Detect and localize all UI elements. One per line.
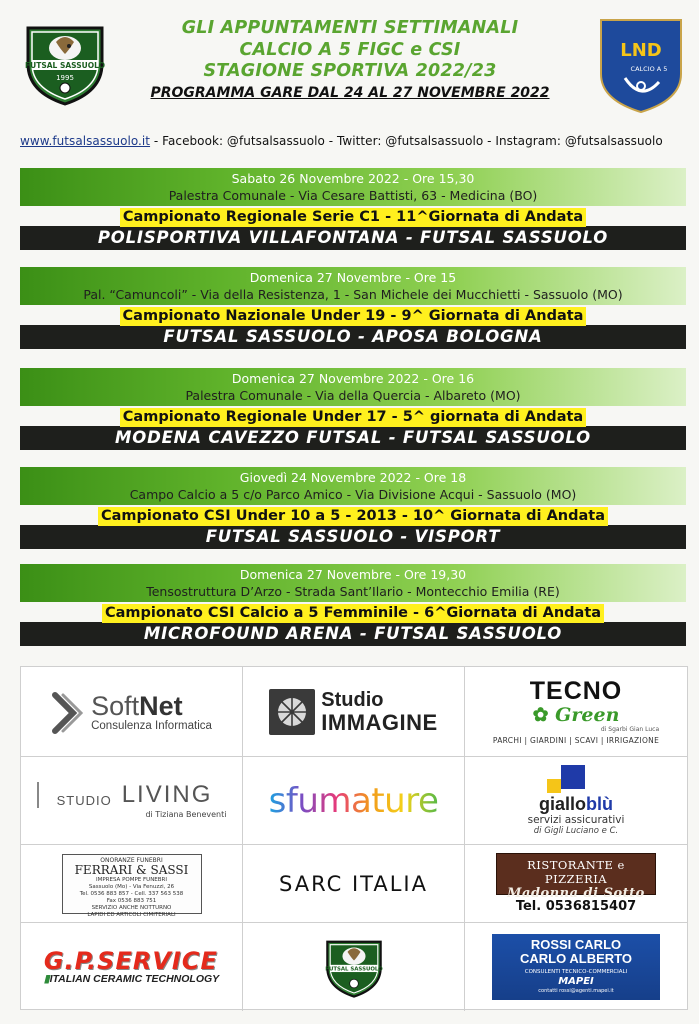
- ferrari-lapidi: LAPIDI ED ARTICOLI CIMITERIALI: [87, 911, 176, 918]
- gp-sub: ITALIAN CERAMIC TECHNOLOGY: [49, 973, 220, 985]
- sponsor-sarc-italia: [243, 845, 465, 923]
- svg-text:FUTSAL SASSUOLO: FUTSAL SASSUOLO: [324, 966, 383, 973]
- match-competition: Campionato CSI Under 10 a 5 - 2013 - 10^ Giornata di Andata: [98, 507, 608, 526]
- rossi-email: contatti rossi@agenti.mapei.it: [538, 988, 614, 994]
- sponsor-sfumature: [243, 757, 465, 845]
- programma-subtitle: PROGRAMMA GARE DAL 24 AL 27 NOVEMBRE 2022: [150, 84, 550, 101]
- match-info-band: [20, 564, 686, 602]
- tecno-line1: TECNO: [529, 677, 623, 705]
- ferrari-addr: Sassuolo (Mo) - Via Fenuzzi, 26: [88, 883, 175, 890]
- living-sub: di Tiziana Beneventi: [145, 810, 227, 819]
- match-teams: MODENA CAVEZZO FUTSAL - FUTSAL SASSUOLO: [20, 426, 686, 450]
- sponsor-studio-immagine: [243, 667, 465, 757]
- sponsor-studio-living: [21, 757, 243, 845]
- match-venue: Palestra Comunale - Via della Quercia - Albareto (MO): [185, 388, 521, 403]
- softnet-mark-icon: [51, 689, 87, 735]
- match-teams: POLISPORTIVA VILLAFONTANA - FUTSAL SASSUOLO: [20, 226, 686, 250]
- futsal-sassuolo-logo: [22, 20, 108, 106]
- match-competition: Campionato Regionale Under 17 - 5^ giornata di Andata: [120, 408, 586, 427]
- sponsor-gialloblu: [465, 757, 687, 845]
- rossi-brand: MAPEI: [558, 976, 594, 987]
- ferrari-fax: Fax 0536 883 751: [106, 897, 157, 904]
- ferrari-name: FERRARI & SASSI: [74, 862, 189, 877]
- match-date: Domenica 27 Novembre - Ore 19,30: [239, 567, 467, 582]
- ferrari-top: ONORANZE FUNEBRI: [100, 856, 163, 864]
- website-link[interactable]: www.futsalsassuolo.it: [20, 134, 151, 148]
- camera-aperture-icon: [269, 689, 315, 735]
- match-info-band: [20, 267, 686, 305]
- match-date: Sabato 26 Novembre 2022 - Ore 15,30: [231, 171, 475, 186]
- giallo-sub1: servizi assicurativi: [527, 814, 625, 826]
- match-teams: MICROFOUND ARENA - FUTSAL SASSUOLO: [20, 622, 686, 646]
- match-block: [20, 368, 686, 450]
- match-date: Giovedì 24 Novembre 2022 - Ore 18: [239, 470, 467, 485]
- tecno-tag: di Sgarbi Gian Luca: [600, 726, 660, 733]
- rossi-line2: CARLO ALBERTO: [520, 951, 632, 966]
- ferrari-tel: Tel. 0536 883 857 - Cell. 337 563 538: [79, 890, 184, 897]
- match-competition: Campionato Regionale Serie C1 - 11^Giornata di Andata: [120, 208, 586, 227]
- living-name: LIVING: [121, 781, 213, 808]
- gialloblu-mark-icon: [539, 765, 613, 795]
- giallo-name-a: giallo: [538, 794, 586, 814]
- sponsor-ristorante: [465, 845, 687, 923]
- rossi-sub: CONSULENTI TECNICO-COMMERCIALI: [524, 969, 628, 975]
- sponsor-tecno-green: [465, 667, 687, 757]
- studio-immagine-line2: IMMAGINE: [321, 709, 438, 735]
- match-info-band: [20, 467, 686, 505]
- match-competition: Campionato Nazionale Under 19 - 9^ Giornata di Andata: [120, 307, 587, 326]
- title-block: [110, 18, 590, 102]
- leaf-icon: ✿: [532, 704, 549, 726]
- match-block: [20, 467, 686, 549]
- match-block: [20, 168, 686, 250]
- risto-line2: Madonna di Sotto: [507, 886, 645, 901]
- match-date: Domenica 27 Novembre 2022 - Ore 16: [231, 371, 475, 386]
- match-venue: Tensostruttura D’Arzo - Strada Sant’Ilario - Montecchio Emilia (RE): [146, 584, 560, 599]
- match-venue: Pal. “Camuncoli” - Via della Resistenza, 1 - San Michele dei Mucchietti - Sassuolo (MO): [83, 287, 623, 302]
- sfumature-name: sfumature: [268, 780, 439, 821]
- tecno-line2: Green: [555, 704, 620, 726]
- svg-text:CALCIO A 5: CALCIO A 5: [630, 65, 668, 73]
- sponsor-gp-service: [21, 923, 243, 1011]
- sponsor-grid: [20, 666, 688, 1010]
- softnet-name-a: Soft: [91, 690, 140, 721]
- match-info-band: [20, 168, 686, 206]
- svg-text:1995: 1995: [56, 74, 74, 82]
- match-venue: Campo Calcio a 5 c/o Parco Amico - Via Divisione Acqui - Sassuolo (MO): [129, 487, 577, 502]
- svg-text:LND: LND: [620, 40, 662, 61]
- match-teams: FUTSAL SASSUOLO - APOSA BOLOGNA: [20, 325, 686, 349]
- title-line-3: STAGIONE SPORTIVA 2022/23: [203, 61, 497, 81]
- match-date: Domenica 27 Novembre - Ore 15: [249, 270, 457, 285]
- svg-text:FUTSAL SASSUOLO: FUTSAL SASSUOLO: [25, 61, 105, 70]
- softnet-sub: Consulenza Informatica: [91, 719, 212, 732]
- ferrari-service: SERVIZIO ANCHE NOTTURNO: [91, 904, 172, 911]
- tecno-services: PARCHI | GIARDINI | SCAVI | IRRIGAZIONE: [492, 736, 660, 745]
- sponsor-futsal-logo: [243, 923, 465, 1011]
- match-info-band: [20, 368, 686, 406]
- sarc-name: SARC ITALIA: [279, 871, 428, 896]
- gp-name: G.P.SERVICE: [43, 947, 218, 975]
- social-line: [20, 134, 680, 148]
- sponsor-softnet: [21, 667, 243, 757]
- futsal-sassuolo-small-logo: [323, 936, 385, 998]
- living-studio: STUDIO: [56, 793, 112, 808]
- ferrari-impresa: IMPRESA POMPE FUNEBRI: [95, 876, 167, 883]
- sponsor-ferrari-sassi: [21, 845, 243, 923]
- sponsor-rossi-carlo: [465, 923, 687, 1011]
- risto-line1: RISTORANTE e PIZZERIA: [527, 858, 625, 886]
- giallo-sub2: di Gigli Luciano e C.: [533, 826, 619, 836]
- match-competition: Campionato CSI Calcio a 5 Femminile - 6^Giornata di Andata: [102, 604, 604, 623]
- risto-tel: Tel. 0536815407: [515, 899, 637, 914]
- match-teams: FUTSAL SASSUOLO - VISPORT: [20, 525, 686, 549]
- match-block: [20, 267, 686, 349]
- title-line-2: CALCIO A 5 FIGC e CSI: [239, 39, 461, 60]
- italian-flag-icon: ▮: [43, 973, 50, 985]
- rossi-line1: ROSSI CARLO: [530, 937, 622, 952]
- social-handles: - Facebook: @futsalsassuolo - Twitter: @futsalsassuolo - Instagram: @futsalsassuolo: [150, 134, 663, 148]
- match-venue: Palestra Comunale - Via Cesare Battisti, 63 - Medicina (BO): [168, 188, 538, 203]
- studio-immagine-line1: Studio: [321, 688, 384, 711]
- giallo-name-b: blù: [586, 794, 613, 814]
- match-block: [20, 564, 686, 646]
- softnet-name-b: Net: [139, 690, 183, 721]
- lnd-calcio-a5-logo: [597, 14, 685, 114]
- title-line-1: GLI APPUNTAMENTI SETTIMANALI: [181, 18, 519, 38]
